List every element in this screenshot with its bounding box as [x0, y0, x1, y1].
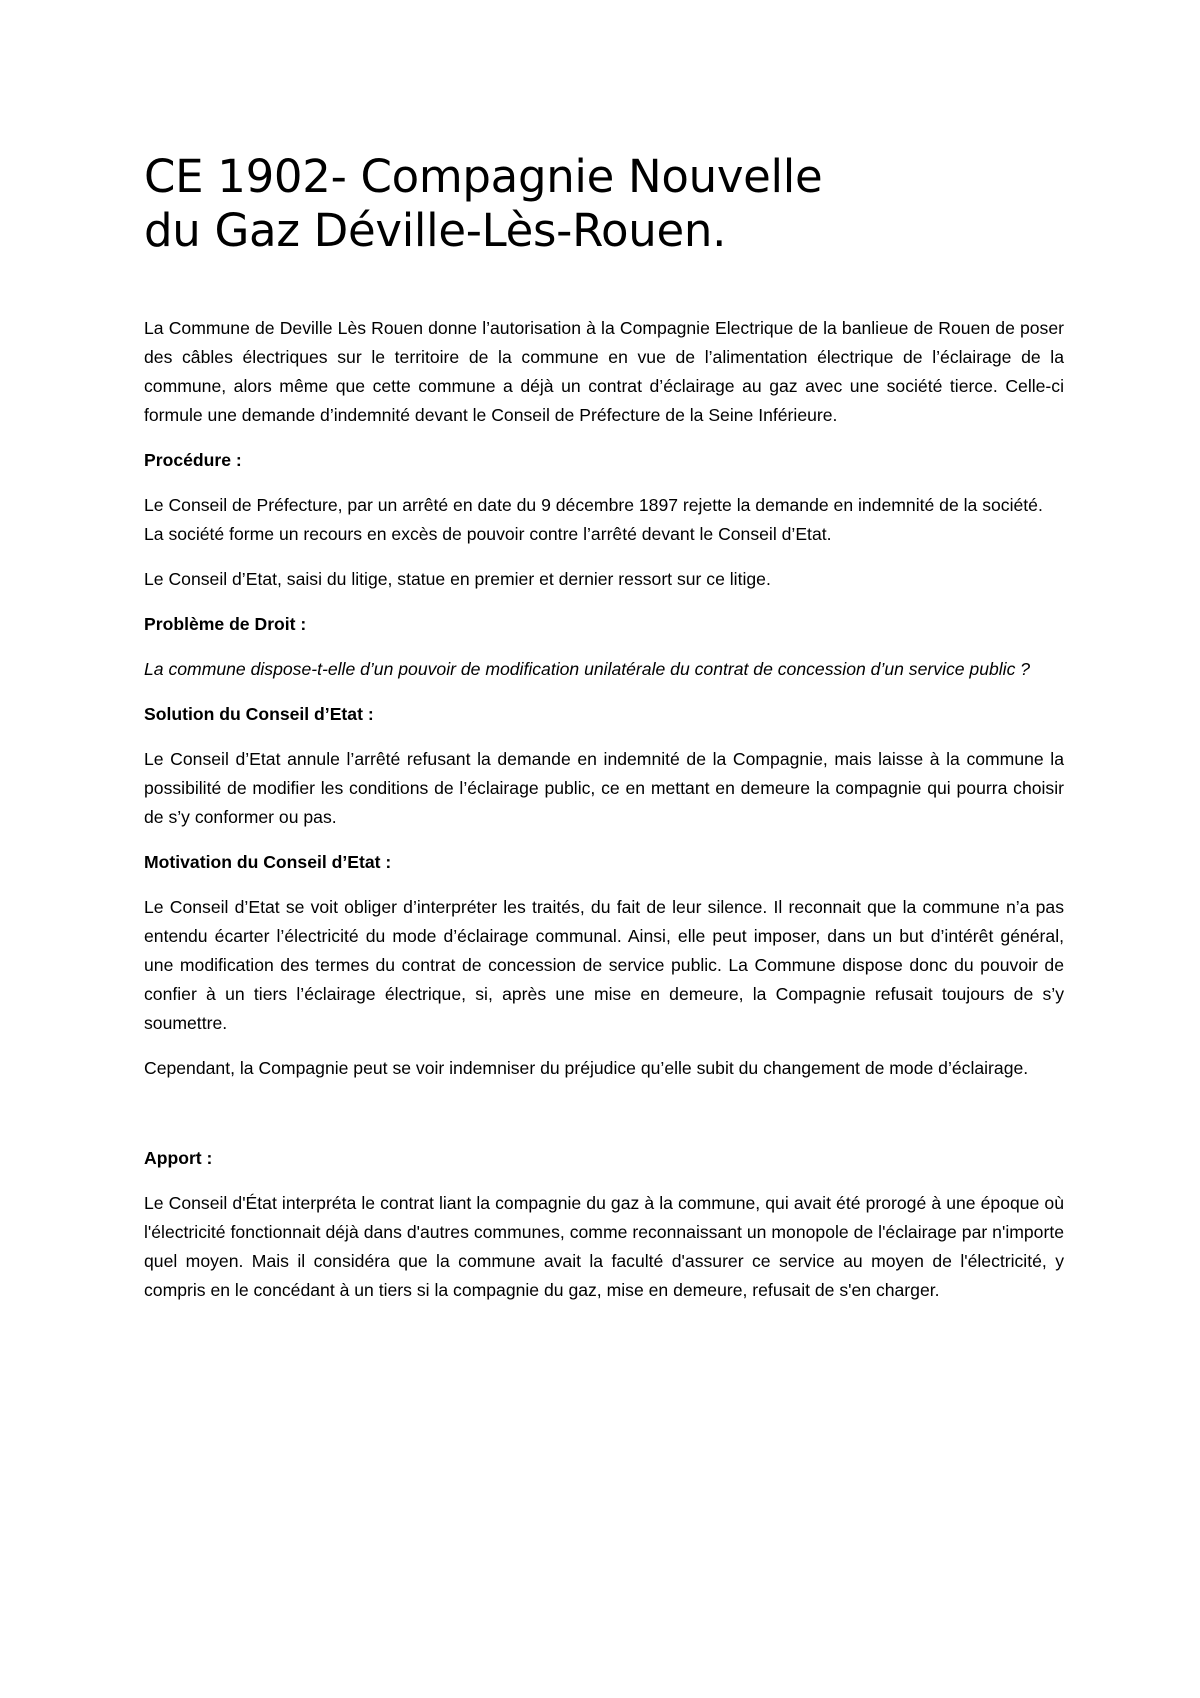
procedure-paragraph-3: Le Conseil d’Etat, saisi du litige, statue en premier et dernier ressort sur ce litige. — [144, 569, 771, 589]
probleme-heading: Problème de Droit : — [144, 614, 307, 634]
section-spacer — [144, 1099, 1064, 1144]
motivation-heading: Motivation du Conseil d’Etat : — [144, 852, 392, 872]
intro-paragraph: La Commune de Deville Lès Rouen donne l’autorisation à la Compagnie Electrique de la banlieue de Rouen de poser des câbles électriques sur le territoire de la commune en vue de l’alimentation électrique de l’éclairage de la commune, alors même que cette commune a déjà un contrat d’éclairage au gaz avec une société tierce. Celle-ci formule une demande d’indemnité devant le Conseil de Préfecture de la Seine Inférieure. — [144, 318, 1064, 425]
solution-paragraph: Le Conseil d’Etat annule l’arrêté refusant la demande en indemnité de la Compagnie, mais laisse à la commune la possibilité de modifier les conditions de l’éclairage public, ce en mettant en demeure la compagnie qui pourra choisir de s’y conformer ou pas. — [144, 749, 1064, 827]
apport-heading: Apport : — [144, 1148, 213, 1168]
apport-paragraph: Le Conseil d'État interpréta le contrat liant la compagnie du gaz à la commune, qui avait été prorogé à une époque où l'électricité fonctionnait déjà dans d'autres communes, comme reconnaissant un monopole de l'éclairage par n'importe quel moyen. Mais il considéra que la commune avait la faculté d'assurer ce service au moyen de l'électricité, y compris en le concédant à un tiers si la compagnie du gaz, mise en demeure, refusait de s'en charger. — [144, 1193, 1064, 1300]
procedure-heading: Procédure : — [144, 450, 242, 470]
procedure-paragraph-1: Le Conseil de Préfecture, par un arrêté en date du 9 décembre 1897 rejette la demande en indemnité de la société. — [144, 495, 1043, 515]
motivation-paragraph-1: Le Conseil d’Etat se voit obliger d’interpréter les traités, du fait de leur silence. Il reconnait que la commune n’a pas entendu écarter l’électricité du mode d’éclairage communal. Ainsi, elle peut imposer, dans un but d’intérêt général, une modification des termes du contrat de concession de service public. La Commune dispose donc du pouvoir de confier à un tiers l’éclairage électrique, si, après une mise en demeure, la Compagnie refusait toujours de s’y soumettre. — [144, 897, 1064, 1033]
title-line-2: du Gaz Déville-Lès-Rouen. — [144, 204, 727, 257]
page-title — [144, 150, 1064, 258]
title-line-1: CE 1902- Compagnie Nouvelle — [144, 150, 823, 203]
solution-heading: Solution du Conseil d’Etat : — [144, 704, 374, 724]
motivation-paragraph-2: Cependant, la Compagnie peut se voir indemniser du préjudice qu’elle subit du changement de mode d’éclairage. — [144, 1058, 1029, 1078]
probleme-question: La commune dispose-t-elle d’un pouvoir de modification unilatérale du contrat de concession d’un service public ? — [144, 659, 1031, 679]
procedure-paragraph-2: La société forme un recours en excès de pouvoir contre l’arrêté devant le Conseil d’Etat. — [144, 524, 832, 544]
document-body — [144, 150, 1064, 1321]
